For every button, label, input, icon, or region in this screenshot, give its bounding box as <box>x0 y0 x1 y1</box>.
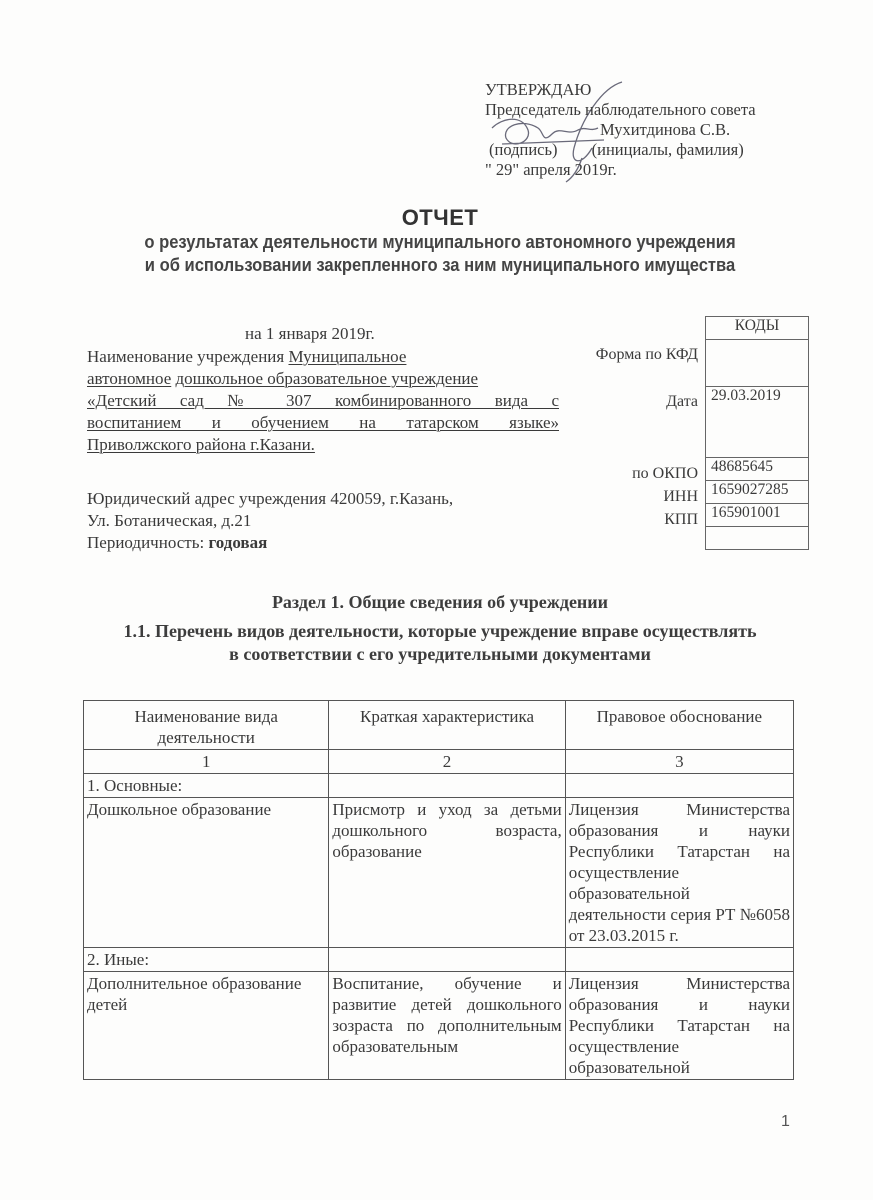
codes-table <box>705 316 809 550</box>
codes-inn-label: ИНН <box>663 488 698 505</box>
empty-cell <box>329 774 565 798</box>
institution-name-2a: автономное <box>87 369 172 388</box>
periodicity-label: Периодичность: <box>87 533 205 552</box>
activity-description: Воспитание, обучение и развитие детей дошкольного зозраста по дополнительным образовательным <box>329 972 565 1080</box>
table-group-row <box>84 948 794 972</box>
table-group-row <box>84 774 794 798</box>
approval-heading: УТВЕРЖДАЮ <box>485 80 592 99</box>
address-block <box>87 488 567 554</box>
title-line-2: и об использовании закрепленного за ним муниципального имущества <box>144 255 736 275</box>
activity-legal-basis: Лицензия Министерства образования и науки Республики Татарстан на осуществление образовательной <box>565 972 793 1080</box>
codes-header: КОДЫ <box>706 317 809 340</box>
empty-cell <box>565 774 793 798</box>
codes-kpp-label: КПП <box>664 511 698 528</box>
table-row <box>84 972 794 1080</box>
institution-name-4: воспитанием и обучением на татарском языке» <box>87 413 559 432</box>
page-number: 1 <box>781 1113 790 1130</box>
activity-name: Дополнительное образование детей <box>84 972 329 1080</box>
signature-caption: (подпись) <box>489 140 558 159</box>
codes-date-label: Дата <box>666 393 698 410</box>
institution-name-block <box>87 346 559 456</box>
activity-legal-basis: Лицензия Министерства образования и науки Республики Татарстан на осуществление образовательной деятельности серия РТ №6058 от 23.03.2015 г. <box>565 798 793 948</box>
subsection-line-1: 1.1. Перечень видов деятельности, которые учреждение вправе осуществлять <box>123 621 757 641</box>
institution-label: Наименование учреждения <box>87 347 285 366</box>
table-header-row <box>84 701 794 750</box>
table-number-row <box>84 750 794 774</box>
empty-cell <box>329 948 565 972</box>
codes-kpp-value: 165901001 <box>706 504 809 527</box>
codes-empty <box>706 527 809 550</box>
approval-position: Председатель наблюдательного совета <box>485 100 756 119</box>
institution-name-1: Муниципальное <box>288 347 407 366</box>
activity-description: Присмотр и уход за детьми дошкольного возраста, образование <box>329 798 565 948</box>
periodicity <box>87 532 567 554</box>
column-number: 3 <box>565 750 793 774</box>
group-label: 2. Иные: <box>84 948 329 972</box>
group-label: 1. Основные: <box>84 774 329 798</box>
table-row <box>84 798 794 948</box>
column-number: 1 <box>84 750 329 774</box>
codes-okpo-label: по ОКПО <box>632 465 698 482</box>
title-main: ОТЧЕТ <box>401 205 479 230</box>
codes-okpo-value: 48685645 <box>706 458 809 481</box>
header-activity-name: Наименование вида деятельности <box>84 701 329 750</box>
section-1-title: Раздел 1. Общие сведения об учреждении <box>271 592 609 612</box>
codes-inn-value: 1659027285 <box>706 481 809 504</box>
name-caption: (инициалы, фамилия) <box>591 140 744 159</box>
header-legal-basis: Правовое обоснование <box>565 701 793 750</box>
periodicity-value: годовая <box>208 533 268 552</box>
address-line-1: Юридический адрес учреждения 420059, г.Казань, <box>87 489 454 508</box>
approval-name: Мухитдинова С.В. <box>600 120 731 139</box>
approval-date: " 29" апреля 2019г. <box>485 160 617 179</box>
report-title <box>80 205 800 277</box>
report-date: на 1 января 2019г. <box>245 324 375 343</box>
title-line-1: о результатах деятельности муниципального автономного учреждения <box>144 232 736 252</box>
codes-date-value: 29.03.2019 <box>706 387 809 458</box>
activities-table <box>83 700 794 1080</box>
column-number: 2 <box>329 750 565 774</box>
codes-form-value <box>706 340 809 387</box>
header-description: Краткая характеристика <box>329 701 565 750</box>
subsection-1-1-title <box>80 620 800 666</box>
address-line-2: Ул. Ботаническая, д.21 <box>87 511 252 530</box>
approval-captions <box>485 140 815 160</box>
approval-block <box>485 80 815 180</box>
institution-name-2b: дошкольное образовательное учреждение <box>175 369 479 388</box>
empty-cell <box>565 948 793 972</box>
subsection-line-2: в соответствии с его учредительными документами <box>229 644 651 664</box>
codes-form-label: Форма по КФД <box>595 346 698 363</box>
activity-name: Дошкольное образование <box>84 798 329 948</box>
institution-name-5: Приволжского района г.Казани. <box>87 435 315 454</box>
institution-name-3: «Детский сад № 307 комбинированного вида с <box>87 391 559 410</box>
